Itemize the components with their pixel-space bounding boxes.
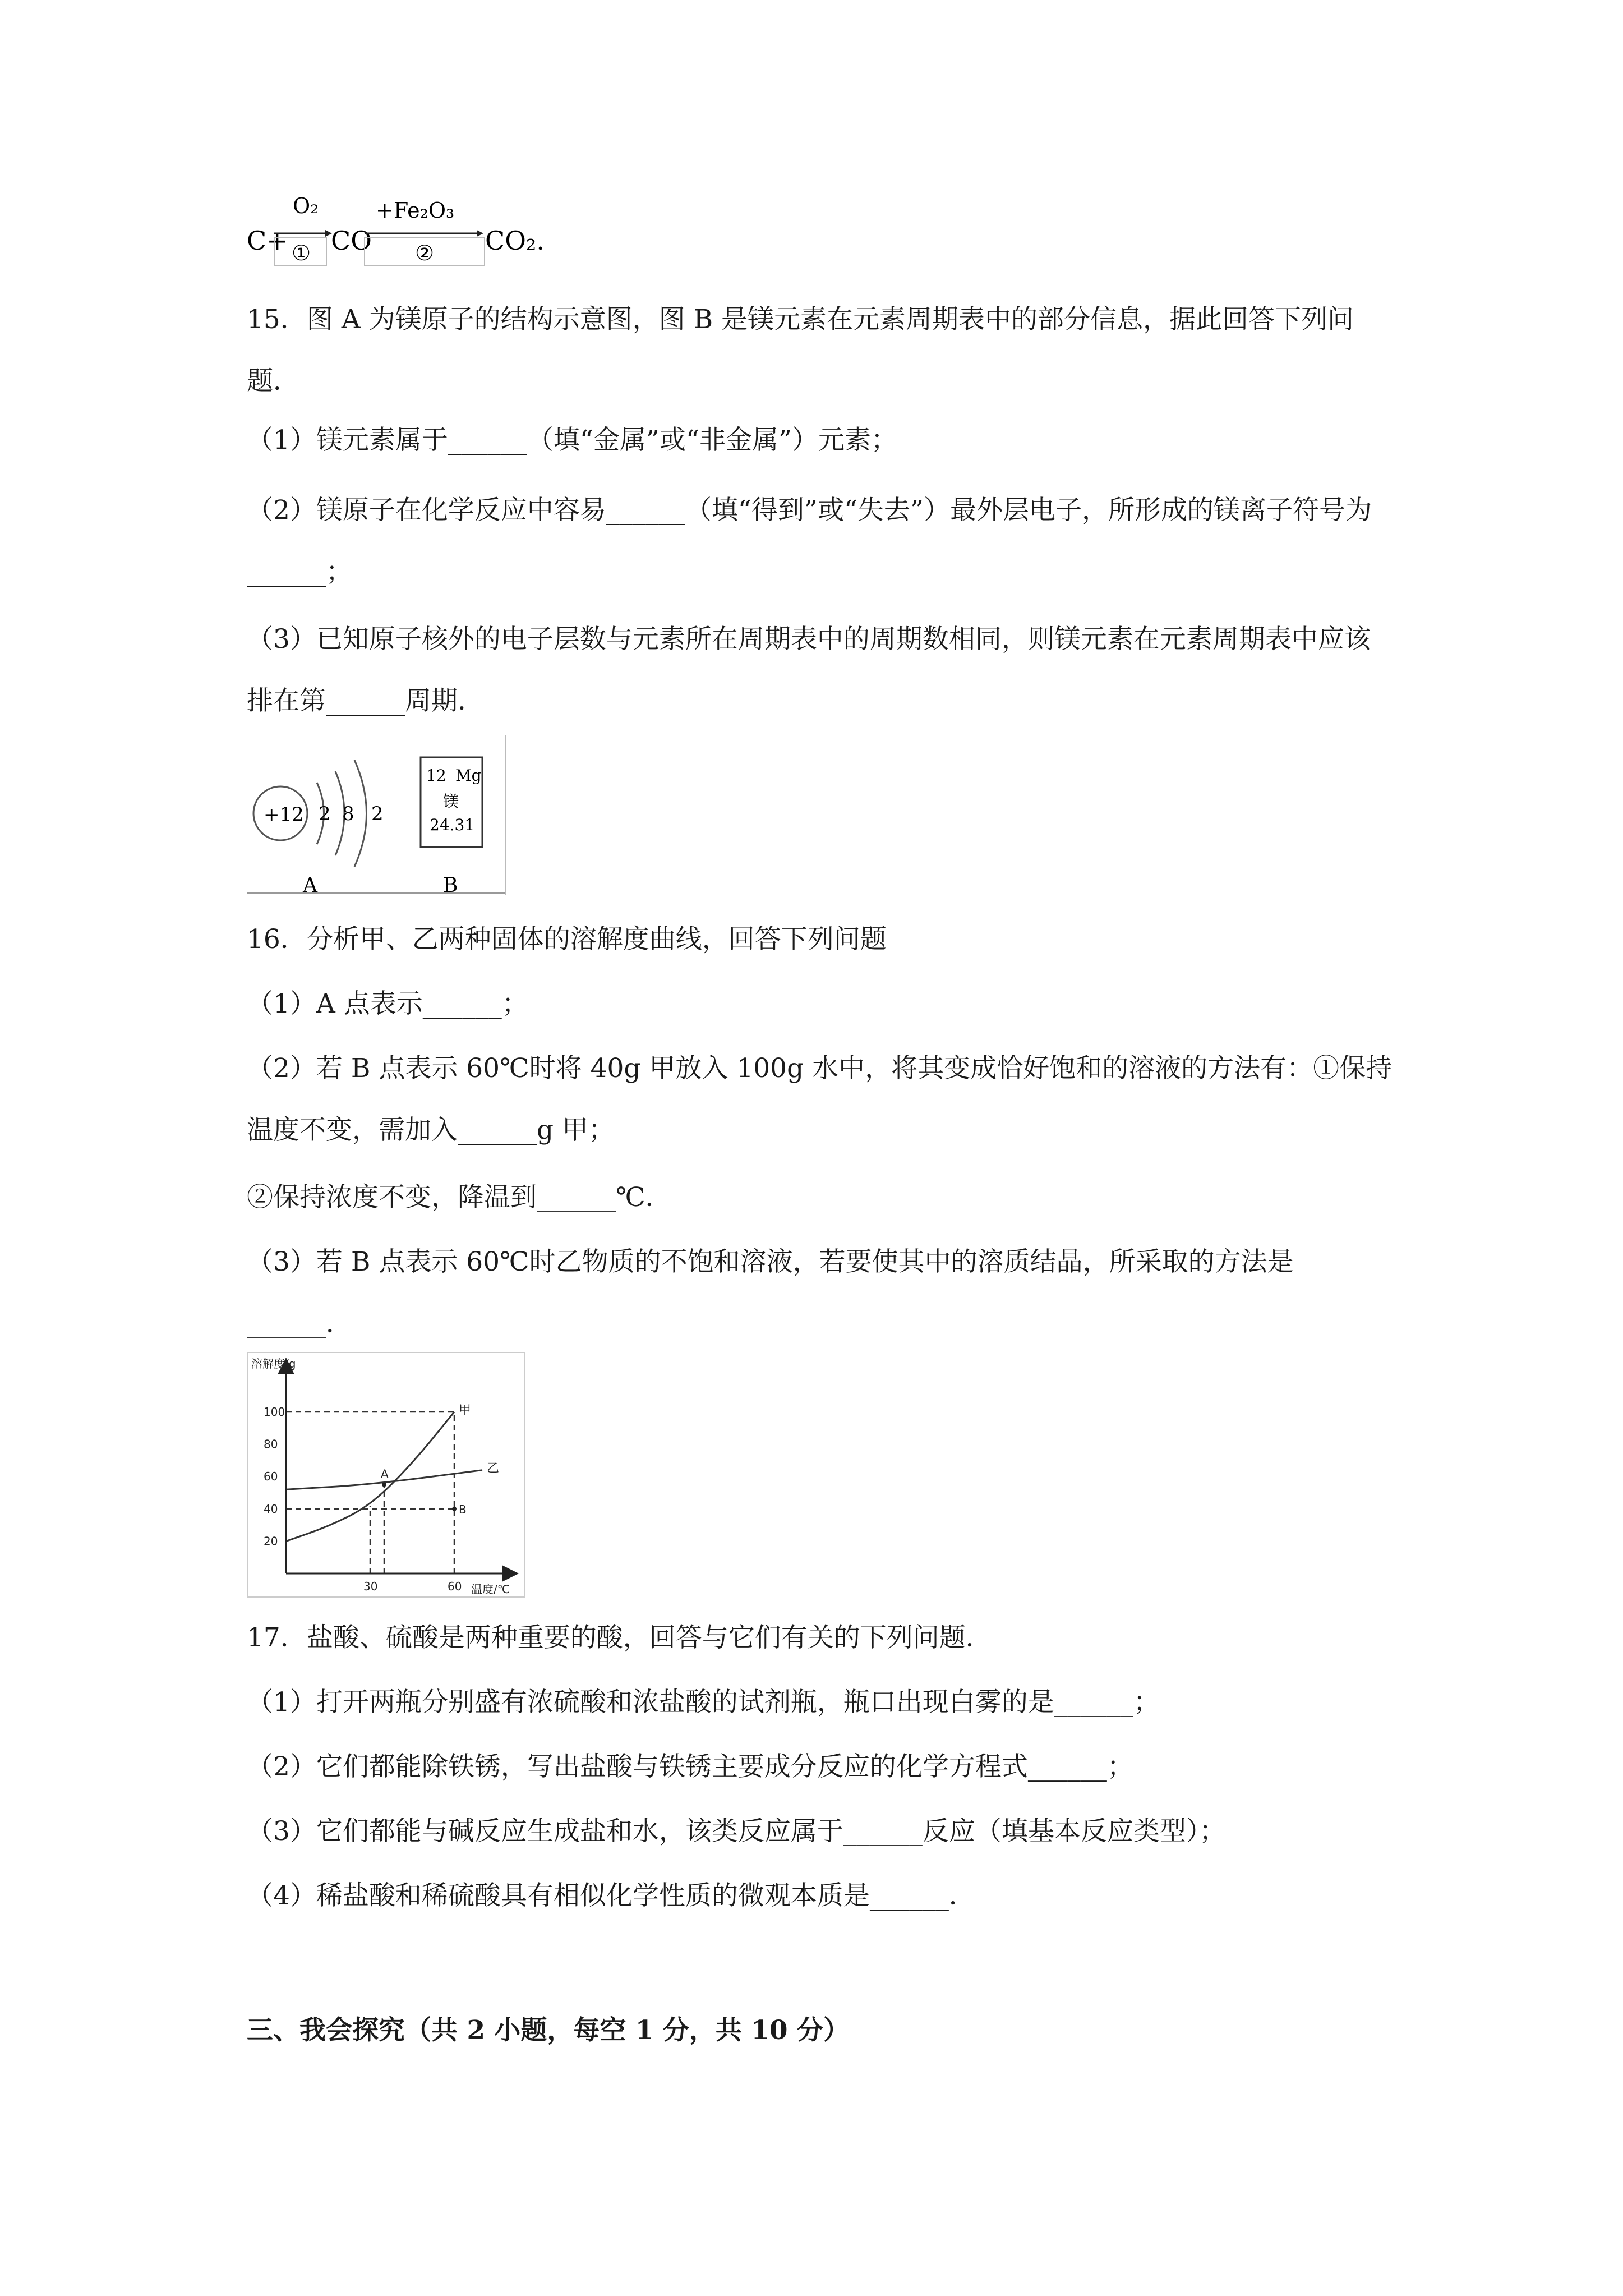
q16-part1: （1）A 点表示______； — [247, 988, 528, 1019]
q15-part1: （1）镁元素属于______（填“金属”或“非金属”）元素； — [247, 425, 898, 455]
series-label: 甲 — [459, 1404, 472, 1418]
y-axis-label: 溶解度/g — [251, 1357, 296, 1370]
arrow2-step: ② — [415, 241, 435, 265]
q17-part3: （3）它们都能与碱反应生成盐和水，该类反应属于______反应（填基本反应类型）； — [247, 1816, 1226, 1847]
x-tick-label: 30 — [363, 1580, 378, 1593]
q16-part3: （3）若 B 点表示 60℃时乙物质的不饱和溶液，若要使其中的溶质结晶，所采取的方法是______． — [247, 1246, 1294, 1339]
arrow2-head — [477, 230, 483, 237]
arrow1-reagent: O₂ — [293, 194, 319, 218]
point-label: B — [459, 1502, 467, 1516]
data-point — [382, 1483, 386, 1487]
shell-3-electrons: 2 — [371, 803, 384, 825]
solubility-chart — [247, 1352, 527, 1599]
y-tick-label: 60 — [264, 1470, 278, 1484]
y-tick-label: 20 — [264, 1534, 278, 1548]
q15-stem: 15．图 A 为镁原子的结构示意图，图 B 是镁元素在元素周期表中的部分信息，据此回答下列问题． — [247, 304, 1354, 397]
y-tick-label: 100 — [264, 1405, 285, 1419]
q15-figure — [247, 735, 510, 898]
q15-part2: （2）镁原子在化学反应中容易______（填“得到”或“失去”）最外层电子，所形成的镁离子符号为______； — [247, 495, 1372, 587]
y-tick-label: 40 — [264, 1502, 278, 1516]
section3-heading: 三、我会探究（共 2 小题，每空 1 分，共 10 分） — [247, 2015, 850, 2046]
arrow2-reagent: +Fe₂O₃ — [376, 198, 455, 223]
element-number: 12 — [426, 766, 446, 785]
point-label: A — [381, 1467, 389, 1481]
element-symbol: Mg — [455, 766, 482, 785]
reaction-chain-figure — [247, 191, 639, 275]
element-mass: 24.31 — [430, 816, 475, 834]
q16-stem: 16．分析甲、乙两种固体的溶解度曲线，回答下列问题 — [247, 924, 887, 955]
q17-part4: （4）稀盐酸和稀硫酸具有相似化学性质的微观本质是______． — [247, 1880, 975, 1911]
figure-label-a: A — [303, 874, 317, 897]
shell-arc-3 — [354, 760, 367, 867]
x-axis-label: 温度/℃ — [471, 1582, 510, 1596]
q17-part1: （1）打开两瓶分别盛有浓硫酸和浓盐酸的试剂瓶，瓶口出现白雾的是______； — [247, 1687, 1160, 1718]
element-name: 镁 — [443, 792, 459, 811]
reaction-chain — [247, 191, 639, 275]
reaction-end: CO₂. — [485, 226, 545, 256]
magnesium-figure — [247, 735, 510, 898]
reaction-middle: CO — [331, 226, 372, 256]
y-tick-label: 80 — [264, 1437, 278, 1451]
arrow1-step: ① — [292, 241, 311, 265]
data-point — [452, 1507, 457, 1511]
solubility-chart-svg — [247, 1352, 527, 1599]
q16-part2: （2）若 B 点表示 60℃时将 40g 甲放入 100g 水中，将其变成恰好饱和的溶液的方法有：①保持温度不变，需加入______g 甲； — [247, 1053, 1393, 1145]
reaction-start: C+ — [247, 226, 288, 256]
shell-1-electrons: 2 — [319, 803, 331, 825]
q17-part2: （2）它们都能除铁锈，写出盐酸与铁锈主要成分反应的化学方程式______； — [247, 1751, 1133, 1782]
series-label: 乙 — [487, 1461, 500, 1476]
figure-label-b: B — [443, 874, 458, 897]
shell-2-electrons: 8 — [342, 803, 354, 825]
q16-part2b: ②保持浓度不变，降温到______℃． — [247, 1182, 672, 1213]
q17-stem: 17．盐酸、硫酸是两种重要的酸，回答与它们有关的下列问题． — [247, 1622, 992, 1653]
x-tick-label: 60 — [448, 1580, 462, 1593]
q15-part3: （3）已知原子核外的电子层数与元素所在周期表中的周期数相同，则镁元素在元素周期表中应该排在第______周期． — [247, 624, 1371, 716]
nucleus-charge: +12 — [264, 803, 304, 826]
